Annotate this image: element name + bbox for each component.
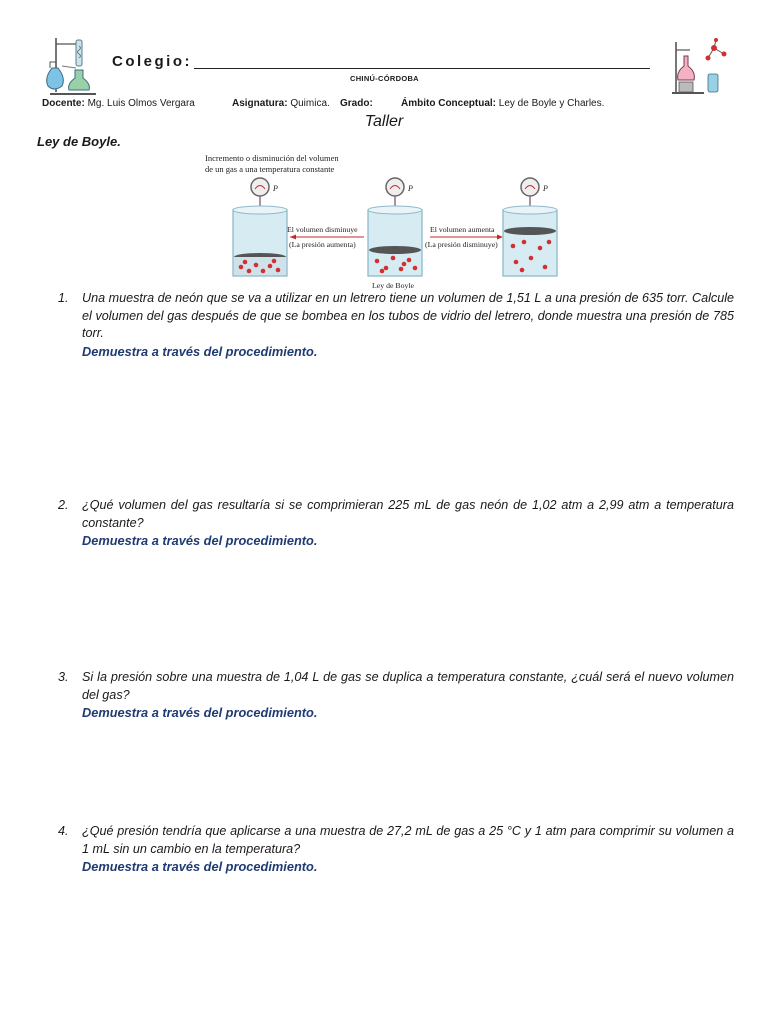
question-number: 4. xyxy=(58,824,69,838)
lab-flask-apparatus-icon xyxy=(42,34,100,98)
pressure-gauge-icon xyxy=(251,178,269,196)
question-instruction: Demuestra a través del procedimiento. xyxy=(82,533,318,548)
question-text: ¿Qué presión tendría que aplicarse a una muestra de 27,2 mL de gas a 25 °C y 1 atm para comprimir su volumen a 1 mL sin un cambio en la temperatura? xyxy=(82,824,734,856)
colegio-label: Colegio: xyxy=(112,53,192,70)
question-instruction: Demuestra a través del procedimiento. xyxy=(82,705,318,720)
arrow-left-line1: El volumen disminuye xyxy=(287,225,358,234)
question-3 xyxy=(58,669,734,722)
asignatura-field: Asignatura: Quimica. xyxy=(232,98,330,109)
figure-footer-label: Ley de Boyle xyxy=(372,281,415,290)
boyle-law-figure xyxy=(200,150,580,292)
figure-caption-line2: de un gas a una temperatura constante xyxy=(205,164,335,174)
gauge-label: P xyxy=(273,184,278,193)
arrow-right-line1: El volumen aumenta xyxy=(430,225,495,234)
arrow-left-line2: (La presión aumenta) xyxy=(289,240,356,249)
arrow-right-line2: (La presión disminuye) xyxy=(425,240,498,249)
section-title: Ley de Boyle. xyxy=(37,134,121,149)
question-2 xyxy=(58,497,734,550)
city-label: CHINÚ-CÓRDOBA xyxy=(350,74,419,83)
docente-field: Docente: Mg. Luis Olmos Vergara xyxy=(42,98,195,109)
pressure-gauge-icon xyxy=(521,178,539,196)
gauge-label: P xyxy=(408,184,413,193)
lab-stand-molecule-icon xyxy=(670,38,730,96)
page-title: Taller xyxy=(364,113,404,130)
question-text: Una muestra de neón que se va a utilizar en un letrero tiene un volumen de 1,51 L a una presión de 635 torr. Calcule el volumen del gas después de que se bombea en los tubos de vidrio del letrero, donde muestra una presión de 785 torr. xyxy=(82,291,734,340)
beaker-2 xyxy=(368,178,422,276)
colegio-input-line xyxy=(194,68,650,69)
gauge-label: P xyxy=(543,184,548,193)
question-number: 2. xyxy=(58,498,69,512)
question-text: ¿Qué volumen del gas resultaría si se comprimieran 225 mL de gas neón de 1,02 atm a 2,99 atm a temperatura constante? xyxy=(82,498,734,530)
question-number: 3. xyxy=(58,670,69,684)
pressure-gauge-icon xyxy=(386,178,404,196)
question-instruction: Demuestra a través del procedimiento. xyxy=(82,343,318,359)
beaker-1 xyxy=(233,178,287,276)
grado-field: Grado: xyxy=(340,98,373,109)
beaker-3 xyxy=(503,178,557,276)
question-text: Si la presión sobre una muestra de 1,04 L de gas se duplica a temperatura constante, ¿cuál será el nuevo volumen del gas? xyxy=(82,670,734,702)
question-number: 1. xyxy=(58,291,69,305)
question-instruction: Demuestra a través del procedimiento. xyxy=(82,859,318,874)
question-4 xyxy=(58,823,734,876)
question-1 xyxy=(58,290,734,360)
ambito-field: Ámbito Conceptual: Ley de Boyle y Charles. xyxy=(401,98,605,109)
figure-caption-line1: Incremento o disminución del volumen xyxy=(205,153,339,163)
